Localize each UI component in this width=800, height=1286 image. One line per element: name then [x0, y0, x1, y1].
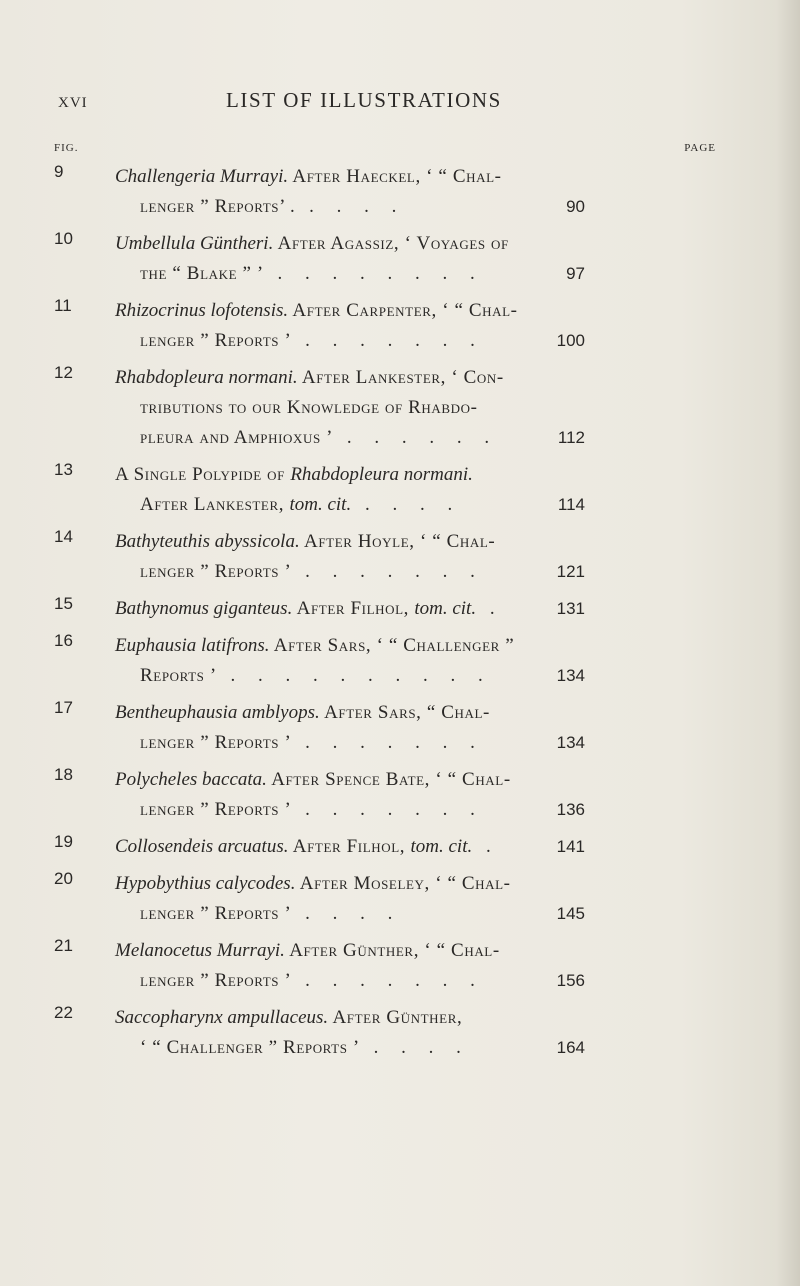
list-item — [0, 765, 800, 825]
dot-leader: . . . . . . — [333, 427, 499, 448]
dot-leader: . . . . . . . . . . — [216, 665, 492, 686]
citation-text: After Sars, “ Chal- — [319, 702, 490, 723]
citation-text: tributions to our Knowledge of Rhabdo- — [140, 397, 478, 418]
species-name: Bentheuphausia amblyops. — [115, 702, 320, 723]
list-item — [0, 1003, 800, 1063]
species-name: tom. cit. — [289, 494, 352, 515]
species-name: Bathyteuthis abyssicola. — [115, 531, 300, 552]
entry-line — [140, 259, 675, 289]
species-name: Polycheles baccata. — [115, 769, 267, 790]
figure-number: 22 — [54, 1003, 73, 1022]
figure-number: 16 — [54, 631, 73, 650]
figure-number: 20 — [54, 869, 73, 888]
list-item — [0, 460, 800, 520]
citation-text: lenger ” Reports ’ — [140, 970, 292, 991]
citation-text: After Filhol, — [288, 836, 411, 857]
page-ref: 134 — [556, 666, 585, 685]
entry-line — [140, 966, 675, 996]
list-item — [0, 229, 800, 289]
entry-line — [115, 296, 675, 326]
entry-line — [115, 698, 675, 728]
entry-line — [140, 423, 675, 453]
citation-text: After Günther, — [328, 1007, 463, 1028]
dot-leader: . . . . — [359, 1037, 470, 1058]
species-name: Hypobythius calycodes. — [115, 873, 296, 894]
dot-leader: . . . . . . . — [291, 970, 484, 991]
page-number: xvi — [58, 88, 88, 112]
page-column-header: PAGE — [684, 142, 716, 154]
entry-line — [140, 795, 675, 825]
entry-line — [115, 229, 675, 259]
figure-number: 9 — [54, 162, 64, 181]
citation-text: A Single Polypide of — [115, 464, 291, 485]
figure-number: 15 — [54, 594, 73, 613]
citation-text: lenger ” Reports ’ — [140, 799, 292, 820]
list-item — [0, 869, 800, 929]
citation-text: lenger ” Reports ’ — [140, 561, 292, 582]
dot-leader: . — [476, 598, 504, 619]
figure-number: 14 — [54, 527, 73, 546]
citation-text: lenger ” Reports’ . — [140, 196, 296, 217]
citation-text: After Agassiz, ‘ Voyages of — [273, 233, 509, 254]
species-name: Rhabdopleura normani. — [115, 367, 298, 388]
entry-line — [140, 661, 675, 691]
citation-text: lenger ” Reports ’ — [140, 732, 292, 753]
list-item — [0, 363, 800, 453]
citation-text: lenger ” Reports ’ — [140, 903, 292, 924]
species-name: Challengeria Murrayi. — [115, 166, 289, 187]
page-ref: 136 — [556, 800, 585, 819]
species-name: Euphausia latifrons. — [115, 635, 270, 656]
citation-text: After Carpenter, ‘ “ Chal- — [288, 300, 518, 321]
entry-line — [140, 326, 675, 356]
entry-line — [115, 162, 675, 192]
citation-text: After Sars, ‘ “ Challenger ” — [269, 635, 515, 656]
entry-line — [140, 899, 675, 929]
figure-number: 11 — [54, 296, 72, 315]
citation-text: After Lankester, — [140, 494, 290, 515]
entry-line — [140, 728, 675, 758]
page-ref: 90 — [566, 197, 585, 216]
entry-line — [140, 192, 675, 222]
dot-leader: . . . . — [291, 903, 402, 924]
citation-text: After Spence Bate, ‘ “ Chal- — [266, 769, 511, 790]
figure-number: 12 — [54, 363, 73, 382]
page-ref: 121 — [556, 562, 585, 581]
species-name: Rhabdopleura normani. — [290, 464, 473, 485]
dot-leader: . . . . . . . — [291, 732, 484, 753]
citation-text: After Haeckel, ‘ “ Chal- — [288, 166, 502, 187]
species-name: Saccopharynx ampullaceus. — [115, 1007, 329, 1028]
entry-line — [115, 936, 675, 966]
page-ref: 112 — [557, 428, 585, 447]
figure-number: 21 — [54, 936, 73, 955]
entry-line — [140, 1033, 675, 1063]
page-ref: 97 — [566, 264, 585, 283]
figure-number: 17 — [54, 698, 73, 717]
dot-leader: . . . . . . . . — [263, 263, 484, 284]
list-item — [0, 162, 800, 222]
citation-text: lenger ” Reports ’ — [140, 330, 292, 351]
dot-leader: . . . . . . . — [291, 799, 484, 820]
list-item — [0, 527, 800, 587]
list-item — [0, 296, 800, 356]
entry-line — [115, 832, 675, 862]
page-ref: 131 — [556, 599, 585, 618]
entry-line — [140, 557, 675, 587]
entry-line — [140, 393, 675, 423]
citation-text: After Günther, ‘ “ Chal- — [284, 940, 500, 961]
list-item — [0, 594, 800, 624]
species-name: Melanocetus Murrayi. — [115, 940, 285, 961]
list-item — [0, 698, 800, 758]
list-item — [0, 936, 800, 996]
dot-leader: . . . . . . . — [291, 561, 484, 582]
page-ref: 156 — [556, 971, 585, 990]
figure-number: 19 — [54, 832, 73, 851]
entry-line — [115, 631, 675, 661]
page-ref: 145 — [556, 904, 585, 923]
citation-text: ‘ “ Challenger ” Reports ’ — [140, 1037, 360, 1058]
running-title: LIST OF ILLUSTRATIONS — [226, 88, 502, 112]
citation-text: pleura and Amphioxus ’ — [140, 427, 334, 448]
page-ref: 100 — [556, 331, 585, 350]
figure-number: 18 — [54, 765, 73, 784]
page-header — [0, 88, 800, 118]
page-ref: 164 — [556, 1038, 585, 1057]
species-name: tom. cit. — [414, 598, 477, 619]
entry-line — [115, 460, 675, 490]
species-name: Umbellula Güntheri. — [115, 233, 274, 254]
entry-line — [115, 527, 675, 557]
species-name: Rhizocrinus lofotensis. — [115, 300, 289, 321]
page-ref: 141 — [556, 837, 585, 856]
dot-leader: . — [472, 836, 500, 857]
citation-text: Reports ’ — [140, 665, 217, 686]
entry-line — [140, 490, 675, 520]
entry-line — [115, 869, 675, 899]
list-item — [0, 832, 800, 862]
species-name: Collosendeis arcuatus. — [115, 836, 289, 857]
illustration-list — [0, 162, 800, 1070]
citation-text: After Filhol, — [292, 598, 415, 619]
entry-line — [115, 1003, 675, 1033]
entry-line — [115, 765, 675, 795]
dot-leader: . . . . — [351, 494, 462, 515]
fig-column-header: FIG. — [54, 142, 79, 154]
entry-line — [115, 594, 675, 624]
species-name: Bathynomus giganteus. — [115, 598, 293, 619]
figure-number: 10 — [54, 229, 73, 248]
page-ref: 134 — [556, 733, 585, 752]
citation-text: After Moseley, ‘ “ Chal- — [295, 873, 511, 894]
species-name: tom. cit. — [410, 836, 473, 857]
citation-text: After Hoyle, ‘ “ Chal- — [299, 531, 496, 552]
dot-leader: . . . . — [295, 196, 406, 217]
dot-leader: . . . . . . . — [291, 330, 484, 351]
list-item — [0, 631, 800, 691]
figure-number: 13 — [54, 460, 73, 479]
page-ref: 114 — [557, 495, 585, 514]
citation-text: After Lankester, ‘ Con- — [297, 367, 504, 388]
entry-line — [115, 363, 675, 393]
citation-text: the “ Blake ” ’ — [140, 263, 264, 284]
